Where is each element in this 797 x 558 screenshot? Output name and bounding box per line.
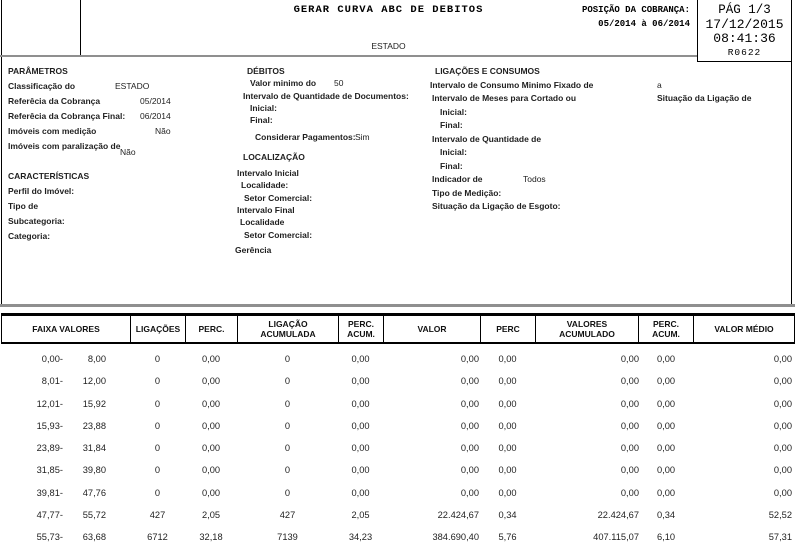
column-header: VALOR MÉDIO [714, 323, 774, 334]
cell-ligacao-acumulada: 0 [284, 487, 291, 498]
field-line [235, 168, 427, 180]
cell-ligacao-acumulada: 427 [279, 510, 296, 521]
field-line [235, 66, 427, 78]
column-header: LIGAÇÕES [131, 316, 186, 342]
cell-valores-acumulado: 22.424,67 [597, 510, 639, 521]
page-left-border [1, 0, 2, 305]
cell-perc-valor: 0,00 [498, 398, 517, 409]
cell-perc: 0,00 [201, 487, 221, 498]
field-line [8, 141, 234, 156]
cell-ligacao-acumulada: 0 [284, 420, 291, 431]
cell-valor: 0,00 [460, 420, 479, 431]
field-label: Subcategoria: [8, 216, 65, 226]
field-label: Final: [440, 160, 463, 171]
cell-perc-valor: 0,34 [498, 510, 517, 521]
field-line [8, 81, 234, 96]
field-value: 50 [334, 78, 344, 89]
cell-faixa-de: 47,77- [36, 510, 63, 521]
field-label: Imóveis com paralização de [8, 141, 121, 151]
cell-ligacoes: 427 [149, 510, 166, 521]
field-label: Gerência [235, 244, 272, 255]
cell-faixa-ate: 63,68 [82, 532, 106, 543]
cell-perc: 0,00 [201, 354, 221, 364]
field-label: Setor Comercial: [244, 229, 313, 240]
cell-valor-medio: 0,00 [773, 398, 792, 409]
cell-valor: 0,00 [460, 376, 479, 387]
cell-ligacoes: 0 [154, 354, 161, 364]
field-value: a [657, 79, 662, 90]
cell-valor-medio: 57,31 [768, 532, 792, 543]
cell-valores-acumulado: 0,00 [620, 487, 639, 498]
column-header: PERC. ACUM. [639, 316, 694, 342]
field-line [235, 245, 427, 257]
report-title: GERAR CURVA ABC DE DEBITOS [293, 4, 484, 16]
cell-valor-medio: 0,00 [773, 420, 792, 431]
cell-valor: 0,00 [460, 398, 479, 409]
field-label: DÉBITOS [247, 66, 285, 76]
cell-perc-acum: 0,00 [351, 443, 370, 454]
cell-valores-acumulado: 0,00 [620, 420, 639, 431]
cell-perc-acum: 0,00 [351, 398, 370, 409]
cell-ligacao-acumulada: 0 [284, 354, 291, 364]
cell-faixa-de: 23,89- [36, 443, 63, 454]
field-label: Localidade: [241, 180, 289, 191]
field-label: Localidade [240, 217, 285, 228]
report-subtitle: ESTADO [371, 41, 406, 51]
cell-valor-medio: 0,00 [773, 376, 792, 387]
page-number: PÁG 1/3 [718, 3, 771, 17]
field-line [8, 171, 234, 186]
column-header: FAIXA VALORES [2, 316, 131, 342]
cell-valores-acumulado: 0,00 [620, 354, 639, 364]
field-label: Imóveis com medição [8, 126, 97, 136]
field-value: 05/2014 [140, 96, 171, 106]
section-debitos-localizacao [235, 66, 427, 257]
cell-faixa-de: 0,00- [41, 354, 63, 364]
field-line [430, 174, 790, 188]
cell-perc: 2,05 [201, 510, 221, 521]
field-label: Intervalo Inicial [237, 168, 299, 179]
cell-ligacao-acumulada: 7139 [277, 532, 298, 543]
cell-perc-acum-valor: 0,34 [656, 510, 676, 521]
cell-ligacoes: 0 [154, 443, 161, 454]
cell-ligacao-acumulada: 0 [284, 398, 291, 409]
field-label: Inicial: [440, 106, 467, 117]
cell-valor: 0,00 [460, 443, 479, 454]
header-separator [0, 55, 697, 57]
cell-ligacoes: 6712 [147, 532, 168, 543]
field-label: Categoria: [8, 231, 51, 241]
cell-perc: 0,00 [201, 420, 221, 431]
cobranca-position-label: POSIÇÃO DA COBRANÇA: [581, 5, 690, 15]
field-line [430, 66, 790, 80]
cell-faixa-de: 39,81- [36, 487, 63, 498]
cell-valor-medio: 0,00 [773, 354, 792, 364]
cell-valor: 0,00 [460, 487, 479, 498]
cell-faixa-ate: 8,00 [87, 354, 106, 364]
field-label: CARACTERÍSTICAS [8, 171, 90, 181]
field-label: Situação da Ligação de Esgoto: [432, 201, 561, 211]
cell-ligacoes: 0 [154, 487, 161, 498]
field-line [235, 217, 427, 229]
field-line [8, 111, 234, 126]
cell-perc-acum: 0,00 [351, 487, 370, 498]
cell-faixa-ate: 31,84 [82, 443, 106, 454]
column-header: PERC. ACUM. [339, 316, 384, 342]
cell-perc-acum-valor: 0,00 [656, 376, 676, 387]
column-header: LIGAÇÃO ACUMULADA [238, 316, 339, 342]
field-label: Intervalo de Quantidade de [432, 133, 542, 144]
section-table-separator [0, 304, 795, 307]
field-label: Inicial: [250, 102, 277, 113]
cell-faixa-de: 15,93- [36, 420, 63, 431]
column-header: VALOR [384, 316, 481, 342]
table-row [1, 526, 795, 548]
cobranca-position-value: 05/2014 à 06/2014 [598, 19, 690, 29]
page-info-box-bottom-border [697, 61, 791, 62]
cell-valor-medio: 52,52 [768, 510, 792, 521]
cell-valores-acumulado: 0,00 [620, 376, 639, 387]
cell-faixa-ate: 39,80 [82, 465, 106, 476]
field-line [430, 201, 790, 215]
field-line [8, 216, 234, 231]
cell-ligacoes: 0 [154, 420, 161, 431]
field-line [235, 180, 427, 192]
cell-faixa-de: 55,73- [36, 532, 63, 543]
cell-perc-acum: 0,00 [351, 354, 370, 364]
cell-perc-acum: 34,23 [348, 532, 373, 543]
table-row [1, 504, 795, 526]
cell-faixa-ate: 47,76 [82, 487, 106, 498]
field-line [8, 66, 234, 81]
cell-valores-acumulado: 0,00 [620, 443, 639, 454]
field-line [235, 205, 427, 217]
cell-perc: 0,00 [201, 398, 221, 409]
field-line [8, 126, 234, 141]
field-label: PARÂMETROS [8, 66, 68, 76]
field-label: Intervalo de Consumo Minimo Fixado de [430, 79, 594, 90]
field-label: Intervalo de Quantidade de Documentos: [243, 90, 409, 101]
field-label: Considerar Pagamentos: [255, 132, 356, 143]
cell-faixa-de: 12,01- [36, 398, 63, 409]
cell-perc-valor: 0,00 [498, 376, 517, 387]
cell-valor: 384.690,40 [432, 532, 479, 543]
table-row [1, 348, 795, 370]
cell-perc-acum-valor: 0,00 [656, 443, 676, 454]
field-line [235, 230, 427, 242]
field-line [430, 120, 790, 134]
field-line [235, 115, 427, 127]
report-code: R0622 [727, 47, 762, 58]
column-header: PERC [481, 316, 536, 342]
field-label: Valor minimo do [250, 78, 317, 89]
field-value: Não [120, 147, 136, 157]
cell-faixa-de: 8,01- [41, 376, 63, 387]
field-line [235, 91, 427, 103]
field-label: Tipo de Medição: [432, 187, 502, 198]
cell-valor: 0,00 [460, 354, 479, 364]
cell-valor-medio: 0,00 [773, 443, 792, 454]
field-line [235, 152, 427, 164]
cell-faixa-ate: 55,72 [82, 510, 106, 521]
cell-perc-acum-valor: 0,00 [656, 420, 676, 431]
section-parametros [8, 66, 234, 246]
field-label: Referêcia da Cobrança [8, 96, 101, 106]
field-line [430, 147, 790, 161]
cell-ligacoes: 0 [154, 465, 161, 476]
field-label: LIGAÇÕES E CONSUMOS [435, 66, 540, 76]
cell-ligacao-acumulada: 0 [284, 465, 291, 476]
field-label: Intervalo de Meses para Cortado ou [432, 93, 577, 103]
field-line [235, 132, 427, 144]
cell-valor-medio: 0,00 [773, 487, 792, 498]
cell-perc-acum: 0,00 [351, 376, 370, 387]
cell-perc-acum-valor: 0,00 [656, 354, 676, 364]
field-line [8, 186, 234, 201]
field-value: 06/2014 [140, 111, 171, 121]
column-header: VALORES ACUMULADO [536, 316, 639, 342]
field-line [430, 93, 790, 107]
cell-perc-valor: 0,00 [498, 420, 517, 431]
cell-perc-acum-valor: 0,00 [656, 465, 676, 476]
field-line [235, 78, 427, 90]
report-time: 08:41:36 [713, 31, 776, 46]
field-line [430, 107, 790, 121]
report-date: 17/12/2015 [705, 17, 784, 32]
column-header: PERC. [186, 316, 238, 342]
cell-valor-medio: 0,00 [773, 465, 792, 476]
cell-perc-valor: 0,00 [498, 465, 517, 476]
field-line [430, 188, 790, 202]
field-label: Final: [250, 115, 273, 126]
cell-ligacao-acumulada: 0 [284, 443, 291, 454]
cell-faixa-ate: 15,92 [82, 398, 106, 409]
field-label: Referêcia da Cobrança Final: [8, 111, 126, 121]
field-line [430, 134, 790, 148]
field-value: Todos [523, 174, 546, 184]
field-label: Inicial: [440, 147, 467, 157]
cell-perc-acum-valor: 6,10 [656, 532, 676, 543]
table-row [1, 482, 795, 504]
cell-ligacoes: 0 [154, 398, 161, 409]
cell-faixa-de: 31,85- [36, 465, 63, 476]
cell-perc: 32,18 [199, 532, 223, 543]
field-line [430, 80, 790, 94]
field-label: LOCALIZAÇÃO [243, 151, 305, 162]
table-header-row [1, 313, 795, 344]
cell-perc-valor: 0,00 [498, 354, 517, 364]
cell-valores-acumulado: 407.115,07 [593, 532, 639, 543]
field-line [430, 161, 790, 175]
cell-perc: 0,00 [201, 376, 221, 387]
cell-perc: 0,00 [201, 465, 221, 476]
table-row [1, 370, 795, 392]
field-line [235, 103, 427, 115]
cell-perc-acum: 0,00 [351, 465, 370, 476]
cell-valores-acumulado: 0,00 [620, 465, 639, 476]
table-body [1, 348, 795, 549]
field-label: Final: [440, 120, 463, 130]
cell-valor: 22.424,67 [437, 510, 479, 521]
field-label: Perfil do Imóvel: [8, 186, 75, 196]
cell-faixa-ate: 23,88 [82, 420, 106, 431]
field-value: Não [155, 126, 171, 136]
field-label: Intervalo Final [237, 204, 295, 215]
cell-ligacao-acumulada: 0 [284, 376, 291, 387]
cell-faixa-ate: 12,00 [82, 376, 106, 387]
field-line [8, 96, 234, 111]
field-label: Classificação do [8, 81, 76, 91]
table-row [1, 459, 795, 481]
field-value: ESTADO [115, 81, 150, 91]
cell-ligacoes: 0 [154, 376, 161, 387]
cell-perc-acum-valor: 0,00 [656, 398, 676, 409]
field-label: Tipo de [8, 201, 39, 211]
field-label: Setor Comercial: [244, 192, 313, 203]
field-value: Situação da Ligação de [657, 93, 752, 103]
field-line [8, 201, 234, 216]
cell-valores-acumulado: 0,00 [620, 398, 639, 409]
section-ligacoes-consumos [430, 66, 790, 215]
field-value: Sim [355, 132, 370, 143]
table-row [1, 393, 795, 415]
cell-perc-valor: 5,76 [498, 532, 517, 543]
cell-perc-acum: 0,00 [351, 420, 370, 431]
field-line [235, 193, 427, 205]
table-row [1, 415, 795, 437]
cell-perc-valor: 0,00 [498, 443, 517, 454]
cell-perc-acum-valor: 0,00 [656, 487, 676, 498]
cell-valor: 0,00 [460, 465, 479, 476]
cell-perc-valor: 0,00 [498, 487, 517, 498]
field-line [8, 231, 234, 246]
field-label: Indicador de [432, 174, 483, 184]
cell-perc: 0,00 [201, 443, 221, 454]
table-row [1, 437, 795, 459]
cell-perc-acum: 2,05 [351, 510, 370, 521]
